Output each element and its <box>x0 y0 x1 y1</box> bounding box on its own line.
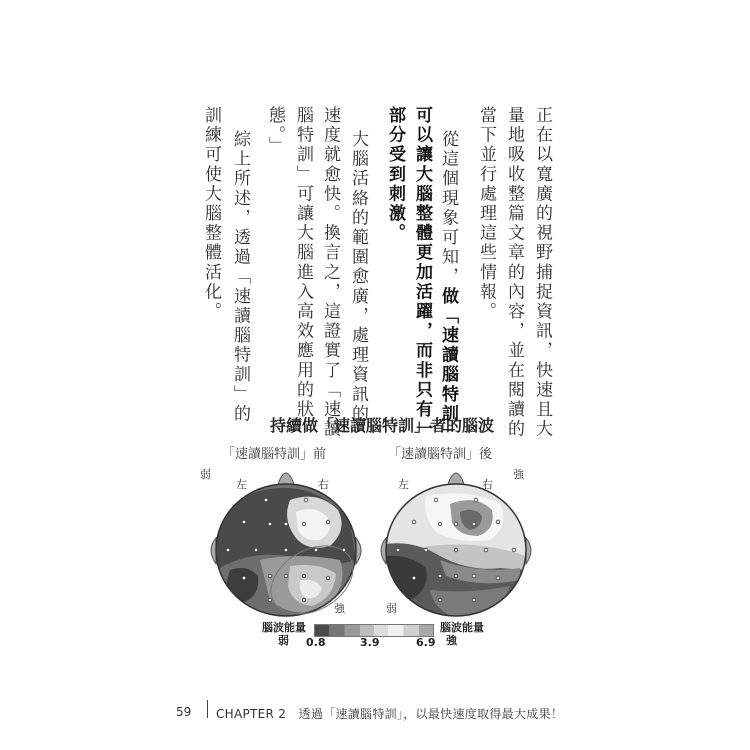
figure-title: 持續做「速讀腦特訓」者的腦波 <box>269 416 494 435</box>
before-left-label: 左 <box>236 478 247 491</box>
body-column-9: 腦特訓」可讓大腦進入高效應用的狀 <box>293 106 313 420</box>
nose-icon <box>448 473 464 484</box>
body-column-1: 正在以寬廣的視野捕捉資訊，快速且大 <box>532 106 552 440</box>
body-column-7: 大腦活絡的範圍愈廣，處理資訊的 <box>348 130 368 424</box>
body-column-4 <box>437 130 459 444</box>
left-ear-icon <box>381 538 386 564</box>
legend-title-right: 腦波能量 <box>440 621 484 634</box>
body-column-4-text: 從這個現象可知， <box>438 130 458 287</box>
body-column-5-emphasis <box>411 106 433 439</box>
after-strong-label: 強 <box>513 468 524 481</box>
legend-strong: 強 <box>446 634 457 647</box>
scale-tick-low: 0.8 <box>306 636 326 649</box>
nose-icon <box>278 473 294 484</box>
body-column-2: 量地吸收整篇文章的內容，並在閱讀的 <box>504 106 524 440</box>
after-left-label: 左 <box>398 478 409 491</box>
after-caption: 「速讀腦特訓」後 <box>388 447 493 462</box>
before-right-label: 右 <box>318 478 329 491</box>
brain-map-before <box>200 460 370 620</box>
before-strong-label: 強 <box>334 602 345 615</box>
body-column-10: 態。」 <box>265 106 285 157</box>
footer-divider <box>207 700 208 718</box>
after-right-label: 右 <box>482 478 493 491</box>
legend-weak: 弱 <box>278 634 289 647</box>
body-column-6-emphasis <box>384 106 406 243</box>
brain-map-after <box>370 460 540 620</box>
before-weak-label: 弱 <box>200 468 211 481</box>
after-weak-label: 弱 <box>386 602 397 615</box>
body-column-12: 訓練可使大腦整體活化。 <box>201 106 221 322</box>
body-column-11: 綜上所述，透過「速讀腦特訓」的 <box>230 130 250 424</box>
chapter-running-head: CHAPTER 2 透過「速讀腦特訓」，以最快速度取得最大成果！ <box>216 707 564 721</box>
right-ear-icon <box>526 538 531 564</box>
scale-tick-high: 6.9 <box>416 636 436 649</box>
emphasis-text-1: 可以讓大腦整體更加活躍，而非只有一 <box>412 106 432 440</box>
right-ear-icon <box>356 538 361 564</box>
before-caption: 「速讀腦特訓」前 <box>222 447 327 462</box>
emphasis-text-2: 部分受到刺激。 <box>385 106 405 244</box>
body-column-4-emphasis: 做「速讀腦特訓」 <box>438 286 458 444</box>
page-number: 59 <box>176 705 192 719</box>
body-column-3: 當下並行處理這些情報。 <box>476 106 496 322</box>
left-ear-icon <box>211 538 216 564</box>
legend-title-left: 腦波能量 <box>262 621 306 634</box>
body-column-8: 速度就愈快。換言之，這證實了「速讀 <box>320 106 340 440</box>
scale-tick-mid: 3.9 <box>360 636 380 649</box>
